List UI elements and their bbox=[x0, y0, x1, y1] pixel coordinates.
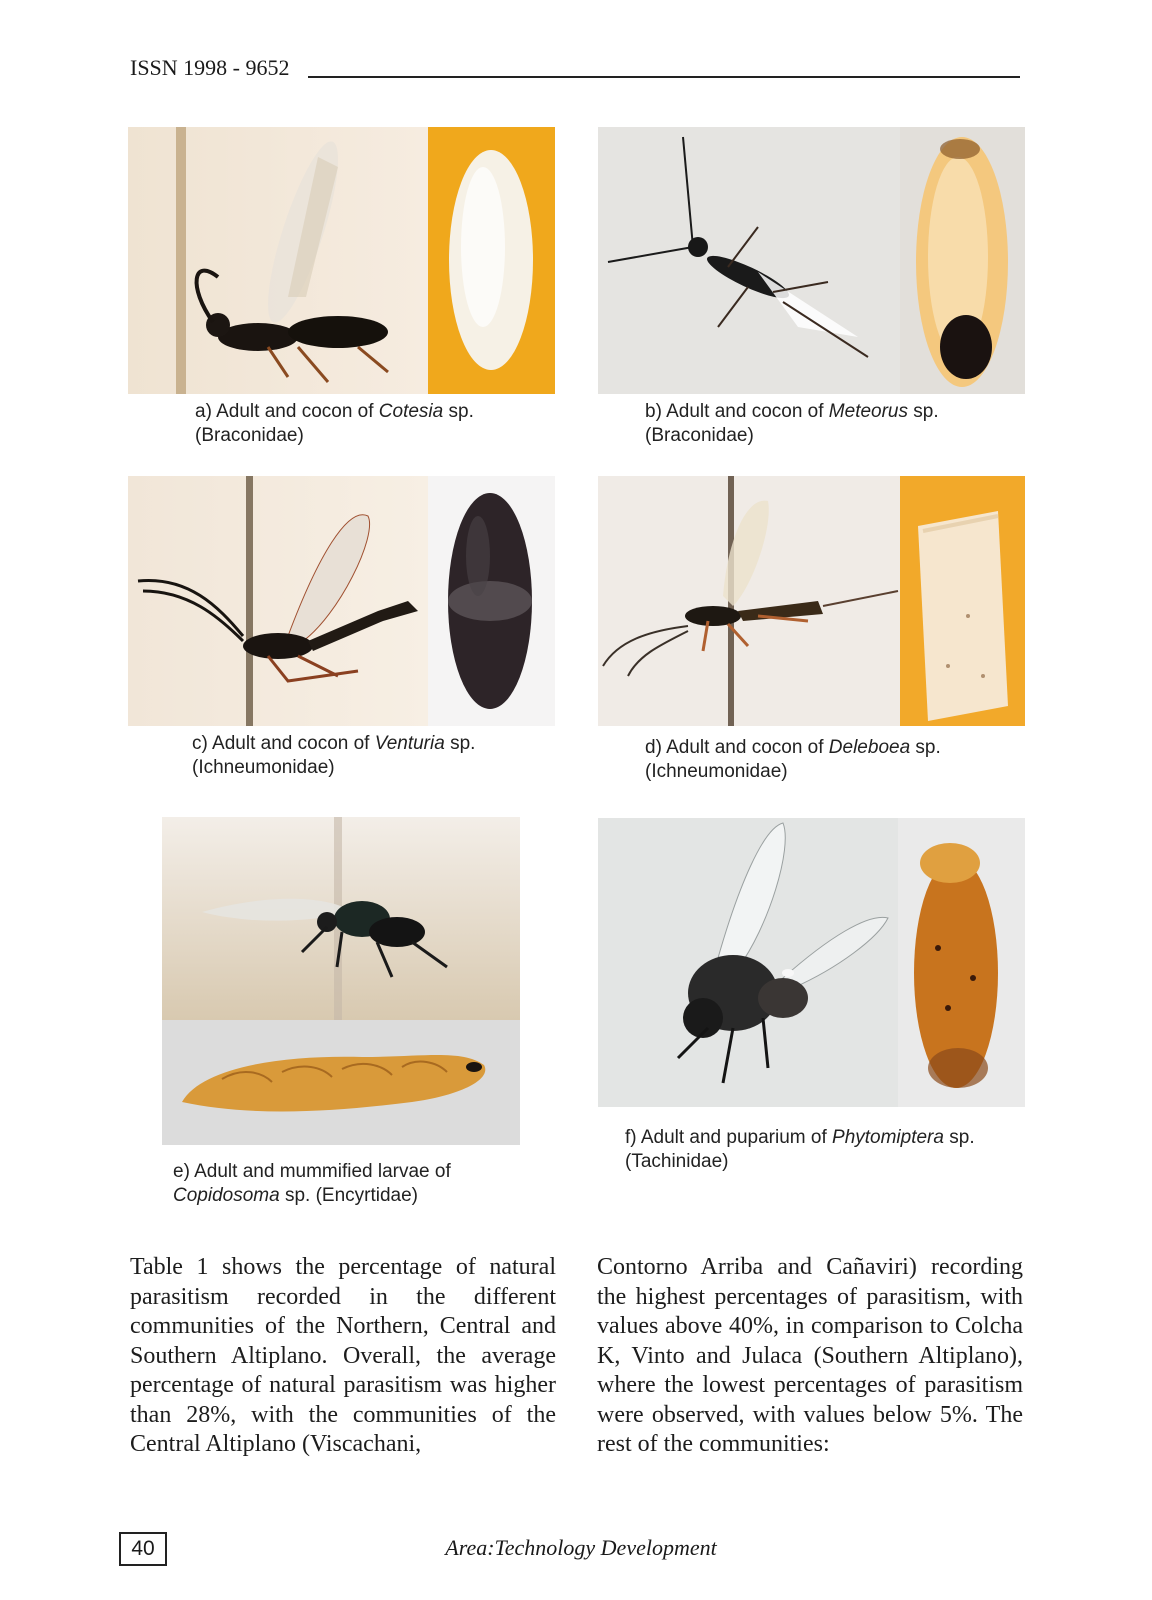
caption-d: d) Adult and cocon of Deleboea sp. (Ichneumonidae) bbox=[645, 737, 941, 782]
body-column-right: Contorno Arriba and Cañaviri) recording the highest percentages of parasitism, with values above 40%, in comparison to Colcha K, Vinto and Julaca (Southern Altiplano), where the lowest percentages of parasitism were observed, with values below 5%. The rest of the communities: bbox=[597, 1254, 1023, 1457]
genus-name: Deleboea bbox=[828, 737, 911, 758]
caption-c: c) Adult and cocon of Venturia sp. (Ichneumonidae) bbox=[192, 733, 476, 778]
genus-name: Copidosoma bbox=[173, 1185, 280, 1206]
photo-deleboea bbox=[598, 476, 1025, 726]
photo-phytomiptera bbox=[598, 818, 1025, 1107]
genus-name: Cotesia bbox=[378, 401, 444, 422]
caption-e: e) Adult and mummified larvae of Copidosoma sp. (Encyrtidae) bbox=[173, 1161, 451, 1206]
page-number: 40 bbox=[119, 1532, 167, 1566]
genus-name: Meteorus bbox=[828, 401, 908, 422]
header-rule bbox=[308, 76, 1020, 78]
journal-issn: ISSN 1998 - 9652 bbox=[130, 55, 290, 80]
photo-cotesia bbox=[128, 127, 555, 394]
photo-meteorus bbox=[598, 127, 1025, 394]
caption-f: f) Adult and puparium of Phytomiptera sp. (Tachinidae) bbox=[625, 1127, 975, 1172]
footer-area: Area:Technology Development bbox=[445, 1535, 717, 1560]
photo-copidosoma bbox=[162, 817, 520, 1145]
genus-name: Phytomiptera bbox=[832, 1127, 944, 1148]
body-column-left: Table 1 shows the percentage of natural parasitism recorded in the different communities of the Northern, Central and Southern Altiplano. Overall, the average percentage of natural parasitism was higher than 28%, with the communities of the Central Altiplano (Viscachani, bbox=[130, 1254, 556, 1457]
photo-venturia bbox=[128, 476, 555, 726]
caption-b: b) Adult and cocon of Meteorus sp. (Braconidae) bbox=[645, 401, 939, 446]
genus-name: Venturia bbox=[374, 733, 445, 754]
caption-a: a) Adult and cocon of Cotesia sp. (Braconidae) bbox=[195, 401, 474, 446]
